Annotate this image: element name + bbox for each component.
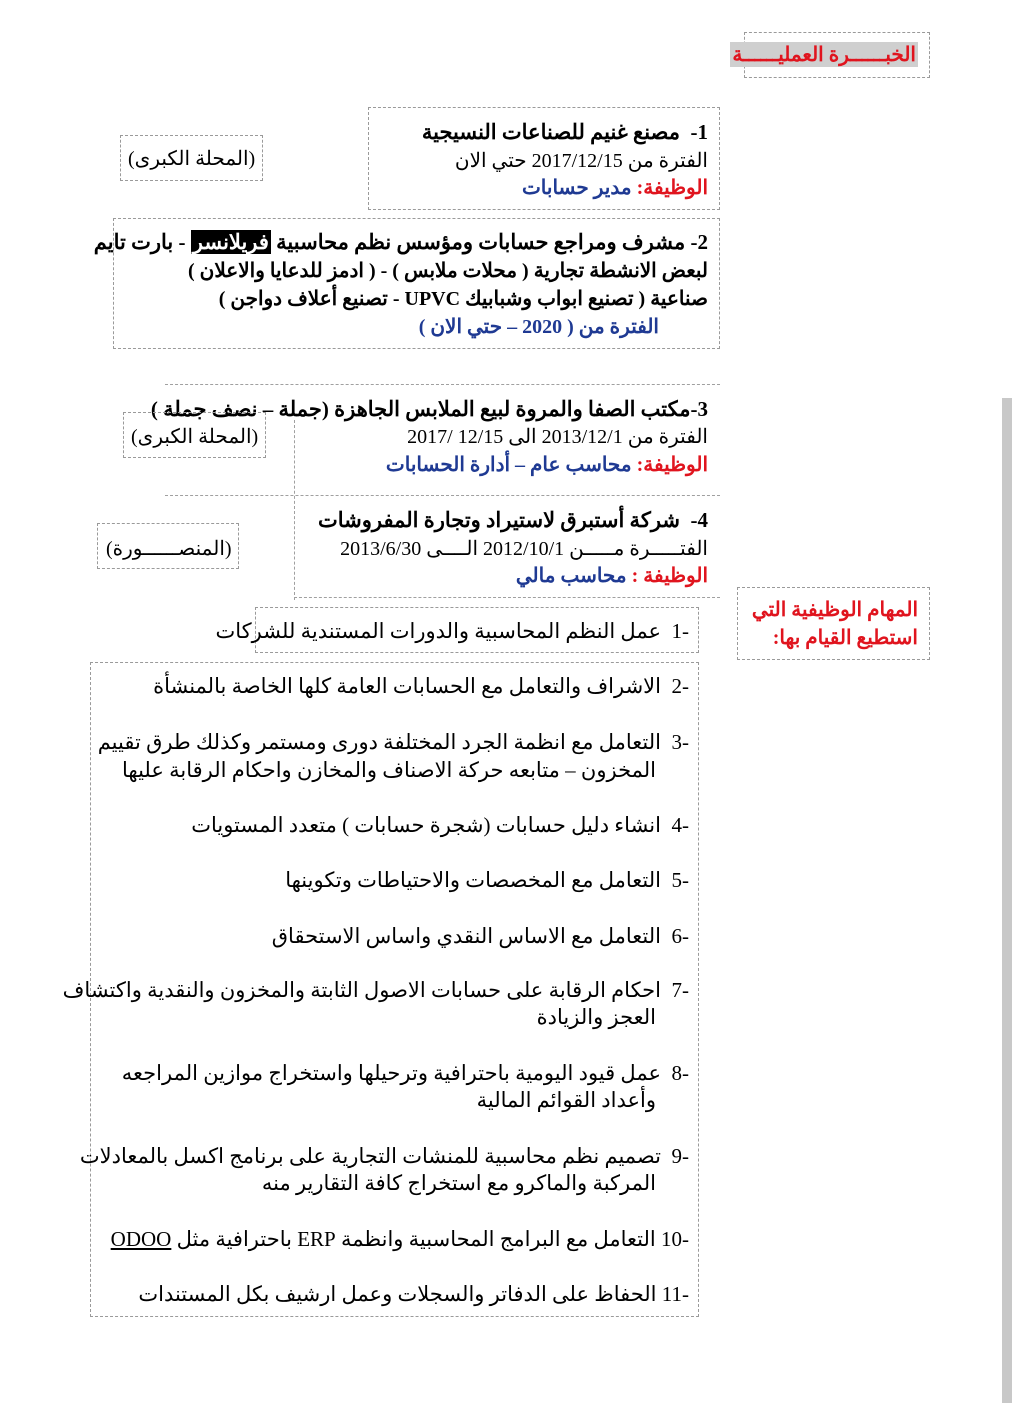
task-4-text: انشاء دليل حسابات (شجرة حسابات ) متعدد المستويات xyxy=(191,813,661,837)
task-11-number: -11 xyxy=(661,1282,689,1306)
job-4-number: 4- xyxy=(690,508,708,532)
job-1-period: الفترة من 2017/12/15 حتي الان xyxy=(454,150,708,172)
job-3-number: 3- xyxy=(690,397,708,421)
job-3-role: محاسب عام – أدارة الحسابات xyxy=(385,454,632,476)
job-1-role: مدير حسابات xyxy=(521,177,632,199)
task-5-text: التعامل مع المخصصات والاحتياطات وتكوينها xyxy=(285,868,661,892)
task-7-text-2: العجز والزيادة xyxy=(536,1005,656,1029)
job-1-location: (المحلة الكبرى) xyxy=(128,148,256,170)
job-3-location: (المحلة الكبرى) xyxy=(131,426,259,448)
task-3-text-2: المخزون – متابعه حركة الاصناف والمخازن واحكام الرقابة عليها xyxy=(121,758,656,782)
job-2-freelancer-badge: فريلانسر xyxy=(192,230,269,254)
job-4-role-line xyxy=(516,563,708,588)
task-7-number: -7 xyxy=(671,978,689,1002)
job-3-left-rule xyxy=(294,420,295,600)
task-7-text-1: احكام الرقابة على حسابات الاصول الثابتة والمخزون والنقدية واكتشاف xyxy=(62,978,661,1002)
task-1 xyxy=(216,619,689,644)
job-4-location: (المنصــــــورة) xyxy=(106,538,232,560)
job-1-role-label: الوظيفة: xyxy=(636,177,708,199)
section-title: الخبــــــرة العمليــــــة xyxy=(732,44,916,66)
job-2-line-1 xyxy=(94,230,708,255)
task-8-number: -8 xyxy=(671,1061,689,1085)
task-11 xyxy=(138,1282,689,1307)
tasks-title-line-1: المهام الوظيفية التي xyxy=(751,599,918,621)
task-6-text: التعامل مع الاساس النقدي واساس الاستحقاق xyxy=(271,924,661,948)
task-4 xyxy=(191,813,689,838)
task-4-number: -4 xyxy=(671,813,689,837)
task-9-number: -9 xyxy=(671,1144,689,1168)
job-3-role-line xyxy=(386,452,708,477)
task-2-text: الاشراف والتعامل مع الحسابات العامة كلها الخاصة بالمنشأة xyxy=(153,674,661,698)
task-7 xyxy=(63,978,689,1003)
job-2-line-2: لبعض الانشطة تجارية ( محلات ملابس ) - ( ادمز للدعايا والاعلان ) xyxy=(188,260,708,282)
job-4-role: محاسب مالي xyxy=(515,565,627,587)
task-6 xyxy=(272,924,689,949)
job-2-title: مشرف ومراجع حسابات ومؤسس نظم محاسبية xyxy=(276,230,686,254)
task-3-number: -3 xyxy=(671,730,689,754)
task-2-number: -2 xyxy=(671,674,689,698)
task-5-number: -5 xyxy=(671,868,689,892)
task-11-text: الحفاظ على الدفاتر والسجلات وعمل ارشيف بكل المستندات xyxy=(138,1282,657,1306)
task-8-text-2: وأعداد القوائم المالية xyxy=(476,1088,656,1112)
task-8-text-1: عمل قيود اليومية باحترافية وترحيلها واستخراج موازين المراجعه xyxy=(121,1061,661,1085)
task-10-number: -10 xyxy=(661,1227,689,1251)
tasks-title-line-2: استطيع القيام بها: xyxy=(772,627,918,649)
job-1-company: مصنع غنيم للصناعات النسيجية xyxy=(421,120,680,144)
task-5 xyxy=(285,868,689,893)
vertical-scrollbar[interactable] xyxy=(1002,398,1012,1403)
task-2 xyxy=(153,674,689,699)
job-3-role-label: الوظيفة: xyxy=(636,454,708,476)
task-10 xyxy=(111,1227,689,1252)
job-1-company-line xyxy=(422,120,708,145)
job-2-part-time: - بارت تايم xyxy=(93,230,186,254)
job-4-company: شركة أستبرق لاستيراد وتجارة المفروشات xyxy=(317,508,680,532)
task-1-text: عمل النظم المحاسبية والدورات المستندية للشركات xyxy=(215,619,661,643)
task-8 xyxy=(122,1061,689,1086)
job-4-bottom-rule xyxy=(294,597,720,598)
job-1-role-line xyxy=(522,175,708,200)
task-9-text-1: تصميم نظم محاسبية للمنشات التجارية على برنامج اكسل بالمعادلات xyxy=(79,1144,661,1168)
job-3-company: مكتب الصفا والمروة لبيع الملابس الجاهزة (جملة – نصف جملة ) xyxy=(150,397,691,421)
task-3 xyxy=(98,730,689,755)
task-1-number: -1 xyxy=(671,619,689,643)
task-9-text-2: المركبة والماكرو مع استخراج كافة التقارير منه xyxy=(261,1171,656,1195)
job-2-line-3: صناعية ( تصنيع ابواب وشبابيك UPVC - تصنيع أعلاف دواجن ) xyxy=(218,288,708,310)
task-9 xyxy=(80,1144,689,1169)
job-4-period: الفتـــــرة مـــــن 2012/10/1 الــــى 2013/6/30 xyxy=(340,538,708,560)
job-2-period: الفترة من ( 2020 – حتي الان ) xyxy=(418,316,659,338)
task-6-number: -6 xyxy=(671,924,689,948)
task-10-text: التعامل مع البرامج المحاسبية وانظمة ERP باحترافية مثل xyxy=(176,1227,656,1251)
job-4-role-label: الوظيفة : xyxy=(631,565,708,587)
job-4-company-line xyxy=(318,508,708,533)
job-1-number: 1- xyxy=(690,120,708,144)
job-2-number: 2- xyxy=(690,230,708,254)
job-3-period: الفترة من 2013/12/1 الى 12/15 /2017 xyxy=(407,426,708,448)
task-3-text-1: التعامل مع انظمة الجرد المختلفة دورى ومستمر وكذلك طرق تقييم xyxy=(97,730,661,754)
odoo-link[interactable]: ODOO xyxy=(110,1227,172,1251)
